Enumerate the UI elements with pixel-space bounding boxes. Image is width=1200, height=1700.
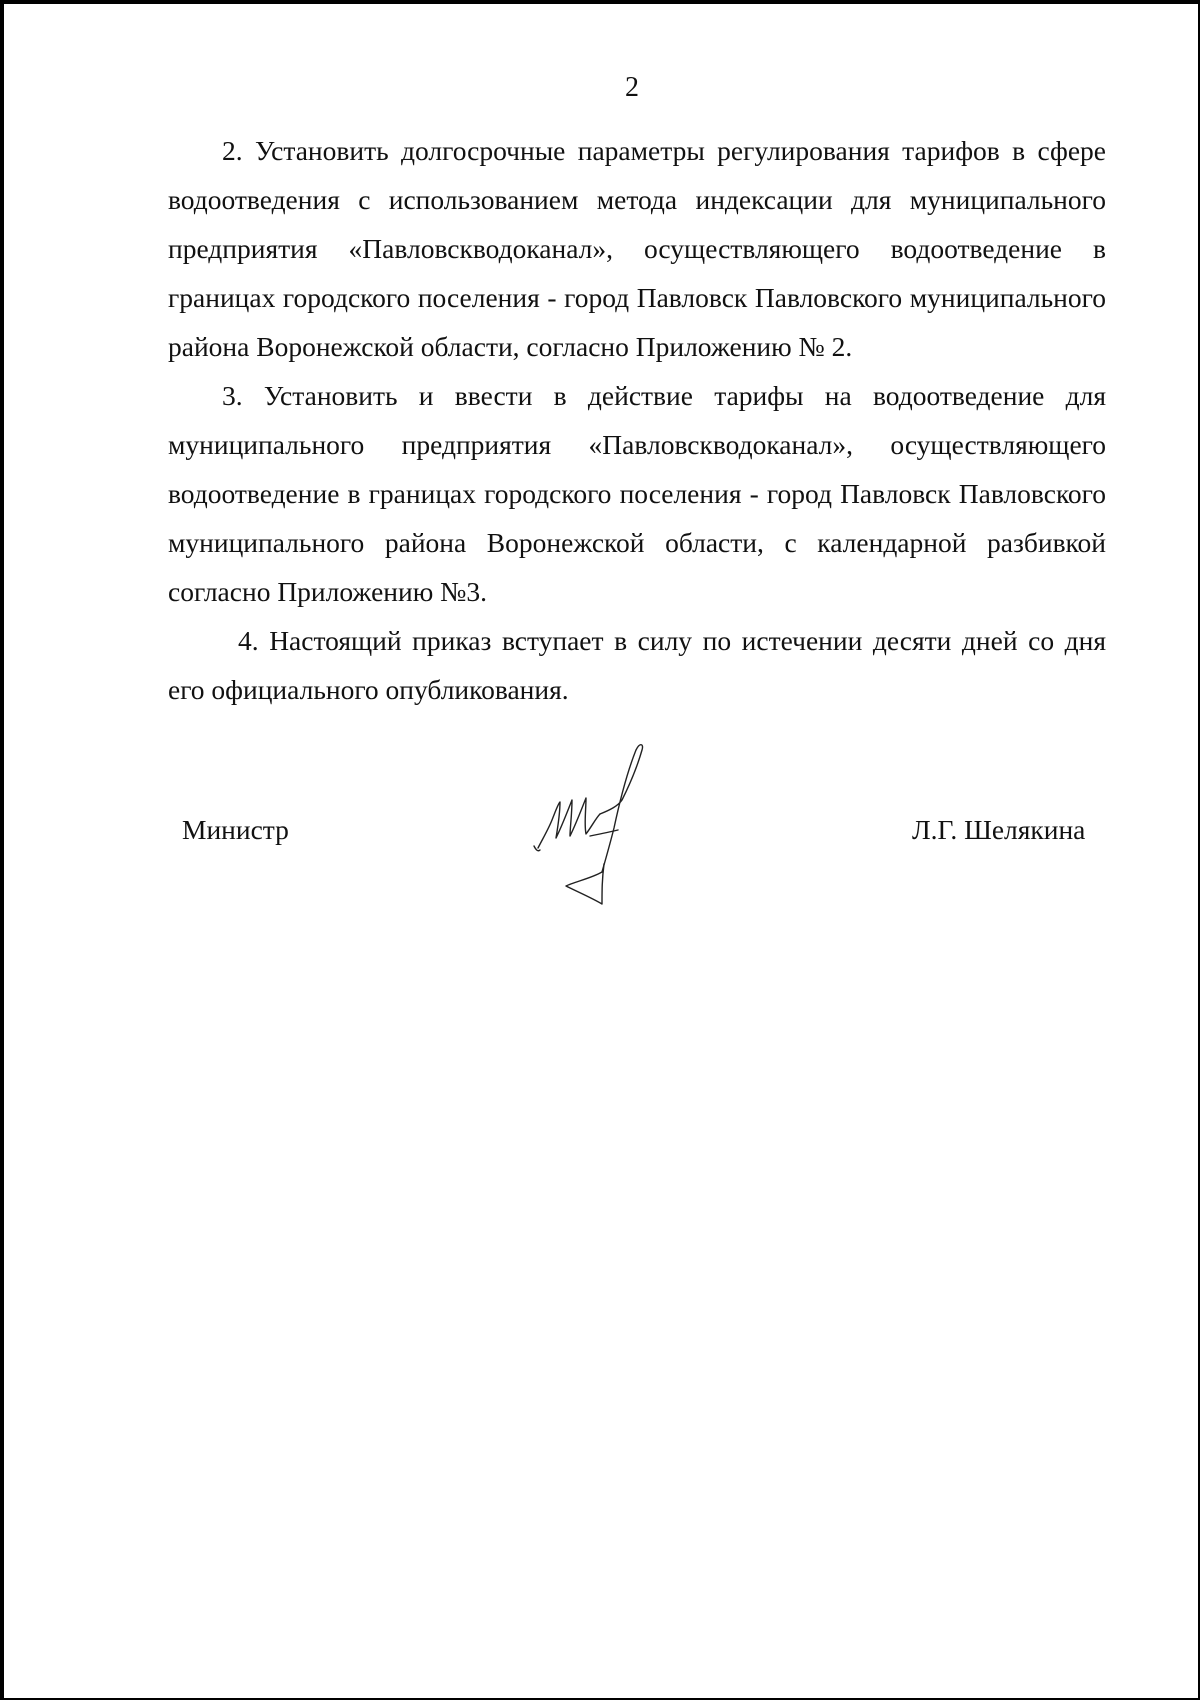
paragraph-4: 4. Настоящий приказ вступает в силу по истечении десяти дней со дня его официального опубликования. xyxy=(168,625,1106,705)
paragraph-3: 3. Установить и ввести в действие тарифы на водоотведение для муниципального предприятия «Павловскводоканал», осуществляющего водоотведение в границах городского поселения - город Павловск Павловского муниципального района Воронежской области, с календарной разбивкой согласно Приложению №3. xyxy=(168,380,1106,607)
document-body xyxy=(168,126,1106,714)
paragraph-2: 2. Установить долгосрочные параметры регулирования тарифов в сфере водоотведения с использованием метода индексации для муниципального предприятия «Павловскводоканал», осуществляющего водоотведение в границах городского поселения - город Павловск Павловского муниципального района Воронежской области, согласно Приложению № 2. xyxy=(168,135,1106,362)
page-number: 2 xyxy=(625,72,639,103)
page-top-edge xyxy=(0,0,1200,4)
handwritten-signature xyxy=(530,740,680,920)
page-left-edge xyxy=(0,0,4,1700)
signatory-name: Л.Г. Шелякина xyxy=(912,814,1086,845)
signatory-role: Министр xyxy=(182,814,289,845)
